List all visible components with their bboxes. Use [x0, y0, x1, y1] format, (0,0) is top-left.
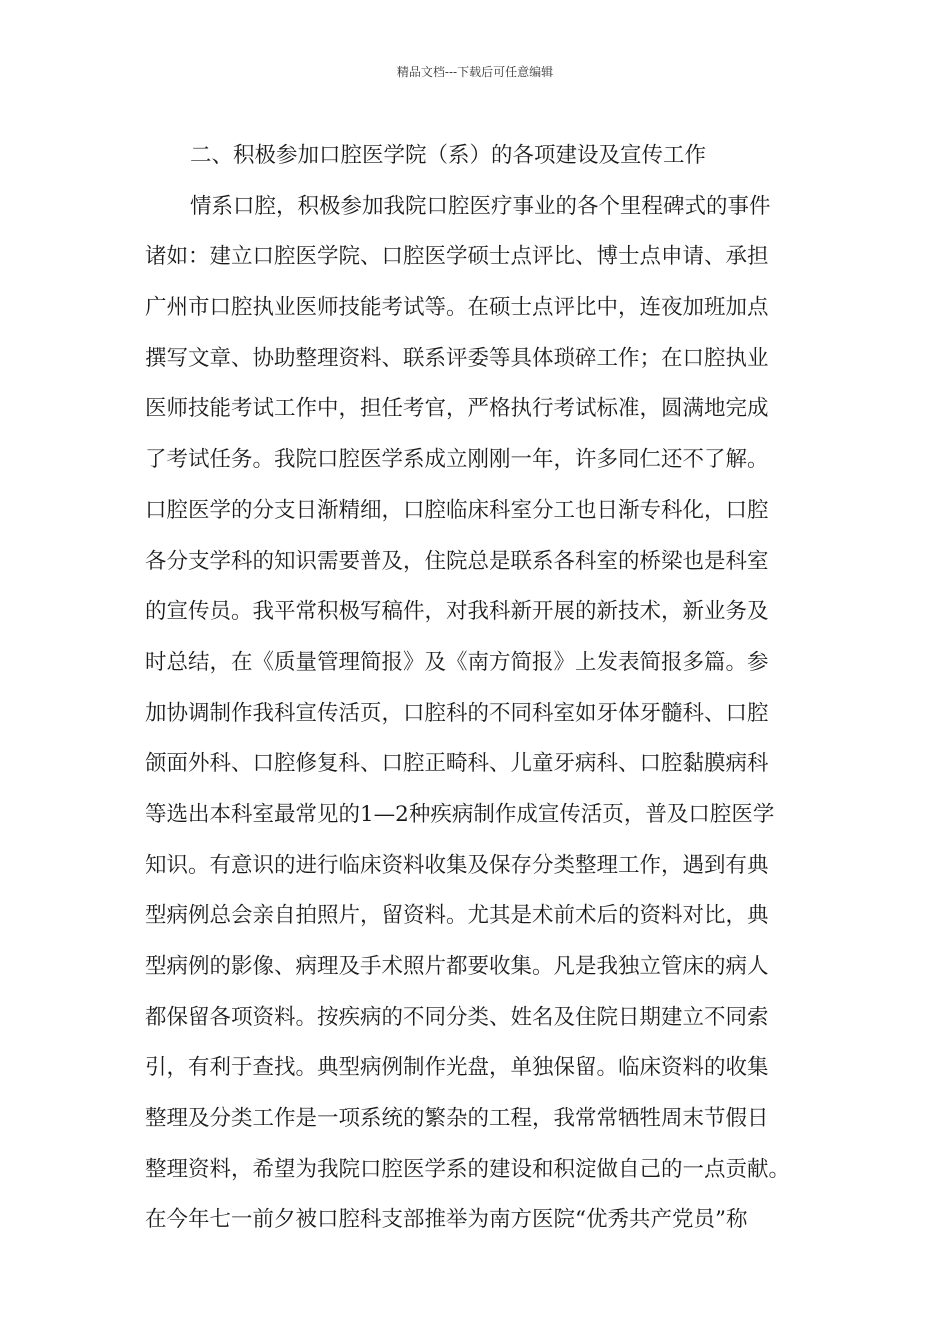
paragraph-line: 整理及分类工作是一项系统的繁杂的工程，我常常牺牲周末节假日 — [145, 1106, 769, 1132]
paragraph-line: 型病例总会亲自拍照片，留资料。尤其是术前术后的资料对比，典 — [145, 903, 769, 929]
paragraph-line: 口腔医学的分支日渐精细，口腔临床科室分工也日渐专科化，口腔 — [145, 497, 769, 523]
paragraph-line: 广州市口腔执业医师技能考试等。在硕士点评比中，连夜加班加点 — [145, 295, 769, 321]
paragraph-line: 等选出本科室最常见的1—2种疾病制作成宣传活页，普及口腔医学 — [145, 801, 775, 827]
paragraph-line: 颌面外科、口腔修复科、口腔正畸科、儿童牙病科、口腔黏膜病科 — [145, 751, 769, 777]
paragraph-line: 情系口腔，积极参加我院口腔医疗事业的各个里程碑式的事件 — [190, 193, 771, 219]
paragraph-line: 整理资料，希望为我院口腔医学系的建设和积淀做自己的一点贡献。 — [145, 1156, 791, 1182]
paragraph-line: 撰写文章、协助整理资料、联系评委等具体琐碎工作；在口腔执业 — [145, 345, 769, 371]
document-body — [145, 131, 817, 1246]
paragraph-line: 型病例的影像、病理及手术照片都要收集。凡是我独立管床的病人 — [145, 954, 769, 979]
paragraph-line: 医师技能考试工作中，担任考官，严格执行考试标准，圆满地完成 — [145, 396, 769, 422]
section-heading: 二、积极参加口腔医学院（系）的各项建设及宣传工作 — [190, 143, 707, 168]
paragraph-line: 引，有利于查找。典型病例制作光盘，单独保留。临床资料的收集 — [145, 1055, 769, 1081]
paragraph-line: 知识。有意识的进行临床资料收集及保存分类整理工作，遇到有典 — [145, 852, 769, 878]
paragraph-line: 在今年七一前夕被口腔科支部推举为南方医院“优秀共产党员”称 — [145, 1207, 748, 1233]
paragraph-line: 各分支学科的知识需要普及，住院总是联系各科室的桥梁也是科室 — [145, 548, 769, 574]
paragraph-line: 的宣传员。我平常积极写稿件，对我科新开展的新技术，新业务及 — [145, 599, 769, 625]
page-header: 精品文档---下载后可任意编辑 — [396, 65, 554, 79]
paragraph-line: 时总结，在《质量管理简报》及《南方简报》上发表简报多篇。参 — [145, 649, 769, 675]
paragraph-line: 加协调制作我科宣传活页，口腔科的不同科室如牙体牙髓科、口腔 — [145, 700, 769, 726]
paragraph-line: 了考试任务。我院口腔医学系成立刚刚一年，许多同仁还不了解。 — [145, 447, 769, 473]
paragraph-line: 诸如：建立口腔医学院、口腔医学硕士点评比、博士点申请、承担 — [145, 244, 769, 270]
paragraph-line: 都保留各项资料。按疾病的不同分类、姓名及住院日期建立不同索 — [145, 1004, 769, 1030]
